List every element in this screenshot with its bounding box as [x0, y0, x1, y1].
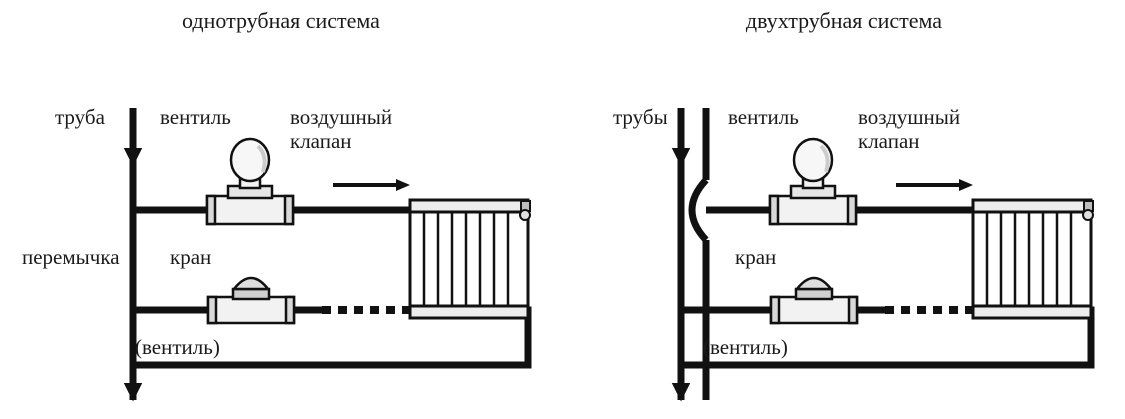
label-pipe: труба [55, 105, 105, 129]
radiator-icon [410, 200, 528, 318]
radiator-icon [973, 200, 1091, 318]
valve-icon [770, 139, 856, 224]
valve-icon [207, 139, 293, 224]
label-air-valve [290, 105, 392, 153]
one-pipe-schematic [0, 0, 562, 419]
label-tap-alt: (вентиль) [703, 335, 788, 359]
label-bypass: перемычка [22, 245, 120, 269]
air-vent-icon [1083, 201, 1093, 220]
panel-title: двухтрубная система [745, 8, 943, 33]
label-air-valve-line1: воздушный [290, 105, 393, 129]
label-tap: кран [735, 245, 777, 269]
arrow-right-icon [333, 179, 410, 191]
panel-two-pipe-system [563, 0, 1125, 419]
arrow-down-icon-bottom [127, 370, 139, 397]
label-air-valve [858, 105, 960, 153]
arrow-down-icon [675, 135, 687, 162]
arrow-down-icon [127, 135, 139, 162]
label-pipes: трубы [613, 105, 668, 129]
label-air-valve-line1: воздушный [858, 105, 961, 129]
label-air-valve-line2: клапан [290, 129, 352, 154]
air-vent-icon [520, 201, 530, 220]
arrow-down-icon-bottom [675, 370, 687, 397]
two-pipe-schematic [563, 0, 1125, 419]
riser-bypass-bulge [692, 180, 706, 240]
arrow-right-icon [896, 179, 973, 191]
label-tap: кран [170, 245, 212, 269]
label-valve: вентиль [160, 105, 231, 129]
label-air-valve-line2: клапан [858, 129, 920, 154]
ball-valve-icon [771, 278, 857, 323]
ball-valve-icon [208, 278, 294, 323]
label-valve: вентиль [728, 105, 799, 129]
panel-title: однотрубная система [182, 8, 380, 33]
panel-one-pipe-system [0, 0, 562, 419]
label-tap-alt: (вентиль) [135, 335, 220, 359]
